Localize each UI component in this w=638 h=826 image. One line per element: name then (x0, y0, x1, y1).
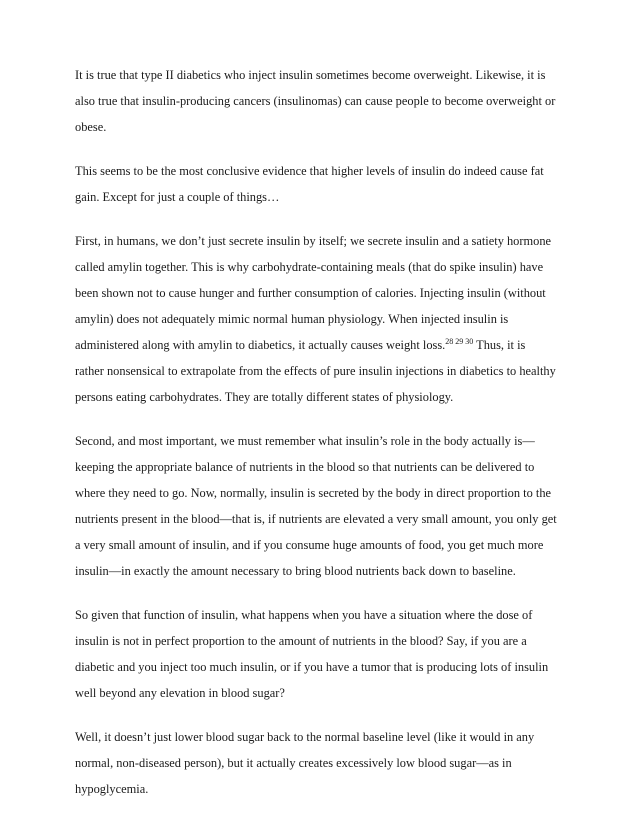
text-line: also true that insulin-producing cancers (insulinomas) can cause people to become overweight or (75, 94, 556, 108)
text-line: where they need to go. Now, normally, insulin is secreted by the body in direct proportion to the (75, 486, 552, 500)
text-line: well beyond any elevation in blood sugar? (75, 686, 285, 700)
paragraph-5 (75, 602, 563, 706)
paragraph-4 (75, 428, 563, 584)
text-line: a very small amount of insulin, and if you consume huge amounts of food, you get much more (75, 538, 544, 552)
paragraph-2 (75, 158, 563, 210)
text-line: normal, non-diseased person), but it actually creates excessively low blood sugar—as in (75, 756, 512, 770)
text-line: nutrients present in the blood—that is, if nutrients are elevated a very small amount, you only get (75, 512, 557, 526)
citation-line-after: Thus, it is (473, 338, 526, 352)
text-line: been shown not to cause hunger and further consumption of calories. Injecting insulin (without (75, 286, 546, 300)
text-line: hypoglycemia. (75, 782, 149, 796)
text-line: insulin is not in perfect proportion to the amount of nutrients in the blood? Say, if you are a (75, 634, 527, 648)
paragraph-6 (75, 724, 563, 802)
text-line: insulin—in exactly the amount necessary to bring blood nutrients back down to baseline. (75, 564, 516, 578)
text-line: It is true that type II diabetics who inject insulin sometimes become overweight. Likewise, it is (75, 68, 546, 82)
text-line: keeping the appropriate balance of nutrients in the blood so that nutrients can be delivered to (75, 460, 535, 474)
text-line: amylin) does not adequately mimic normal human physiology. When injected insulin is (75, 312, 509, 326)
text-line: Second, and most important, we must remember what insulin’s role in the body actually is— (75, 434, 535, 448)
citation-superscript: 28 29 30 (445, 336, 474, 346)
text-line: Well, it doesn’t just lower blood sugar back to the normal baseline level (like it would in any (75, 730, 535, 744)
text-line: persons eating carbohydrates. They are totally different states of physiology. (75, 390, 454, 404)
text-line: So given that function of insulin, what happens when you have a situation where the dose of (75, 608, 533, 622)
text-line: obese. (75, 120, 107, 134)
text-line: diabetic and you inject too much insulin, or if you have a tumor that is producing lots of insulin (75, 660, 549, 674)
text-line: This seems to be the most conclusive evidence that higher levels of insulin do indeed cause fat (75, 164, 544, 178)
citation-line-before: administered along with amylin to diabetics, it actually causes weight loss. (75, 338, 446, 352)
paragraph-1 (75, 62, 563, 140)
paragraph-3 (75, 228, 563, 410)
text-line: gain. Except for just a couple of things… (75, 190, 280, 204)
text-line: rather nonsensical to extrapolate from the effects of pure insulin injections in diabetics to healthy (75, 364, 556, 378)
citation-line (75, 332, 563, 358)
text-line: called amylin together. This is why carbohydrate-containing meals (that do spike insulin) have (75, 260, 544, 274)
text-line: First, in humans, we don’t just secrete insulin by itself; we secrete insulin and a satiety hormone (75, 234, 552, 248)
